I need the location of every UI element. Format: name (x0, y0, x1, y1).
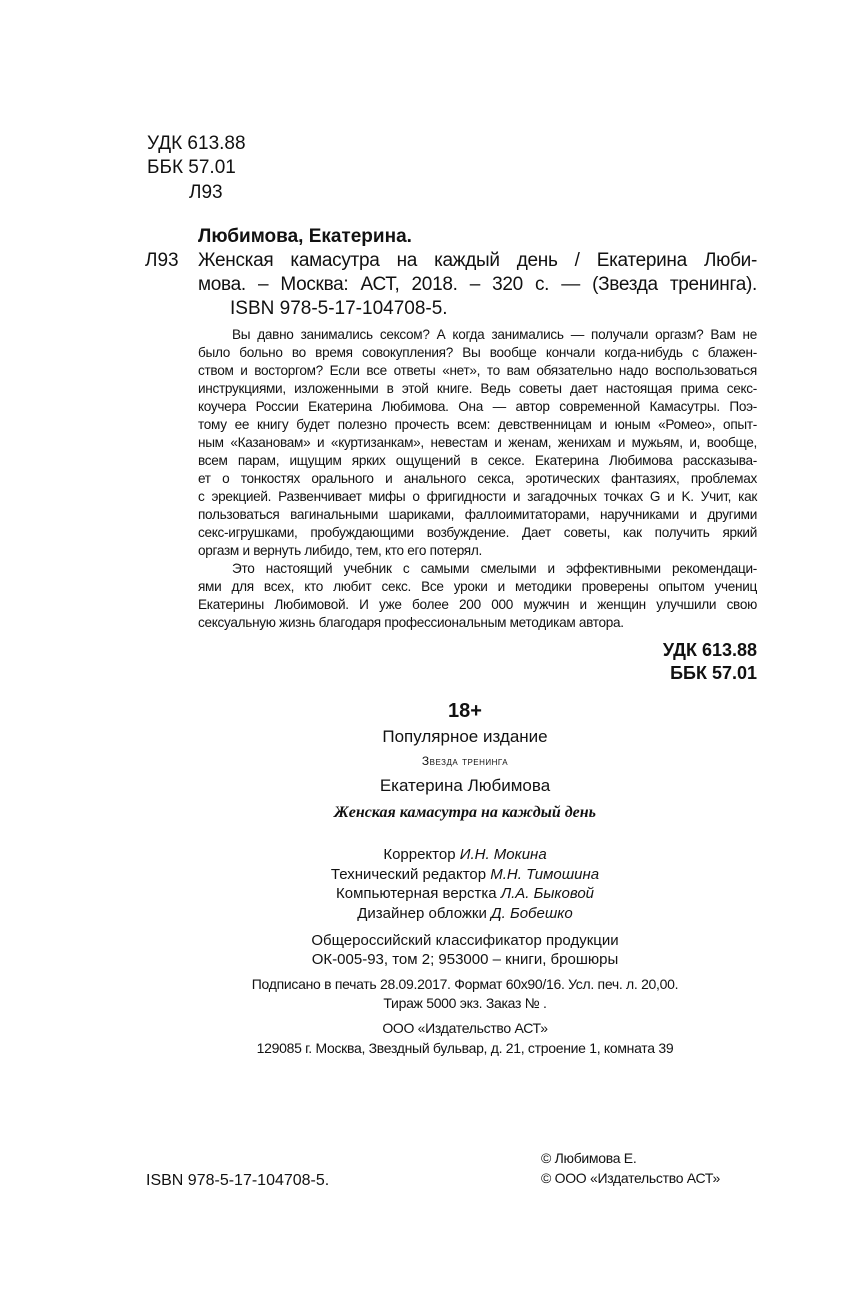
classifier-line: ОК-005-93, том 2; 953000 – книги, брошюры (311, 951, 619, 968)
abstract-line: ством и восторгом? Если все ответы «нет», то вам обязательно надо воспользоваться (198, 363, 757, 378)
bbk-code-right: ББК 57.01 (670, 663, 757, 683)
udk-code: УДК 613.88 (147, 133, 246, 154)
entry-mark: Л93 (145, 250, 179, 271)
print-info: Тираж 5000 экз. Заказ № . (383, 995, 547, 1011)
classifier-line: Общероссийский классификатор продукции (311, 932, 619, 949)
edition-type: Популярное издание (382, 727, 548, 746)
credit-line (0, 885, 844, 902)
abstract-line: коучера России Екатерина Любимова. Она — автор современной Камасутры. Поэ- (198, 399, 757, 414)
copyright-author: © Любимова Е. (541, 1150, 637, 1166)
bbk-code: ББК 57.01 (147, 157, 236, 178)
abstract-line: всем парам, ищущим ярких ощущений в сексе. Екатерина Любимова рассказыва- (198, 453, 757, 468)
abstract-line: было больно во время совокупления? Вы вообще кончали когда-нибудь с блажен- (198, 345, 757, 360)
entry-line: Женская камасутра на каждый день / Екатерина Люби- (198, 250, 757, 271)
credit-role: Компьютерная верстка (335, 885, 497, 902)
abstract-line: тому ее книгу будет полезно прочесть всем: девственницам и юным «Ромео», опыт- (198, 417, 757, 432)
credit-role: Корректор (383, 846, 456, 863)
credit-name: Д. Бобешко (491, 904, 573, 922)
entry-line: мова. – Москва: АСТ, 2018. – 320 с. — (Звезда тренинга). (198, 274, 757, 295)
print-info: Подписано в печать 28.09.2017. Формат 60x90/16. Усл. печ. л. 20,00. (251, 976, 679, 992)
abstract-line: Вы давно занимались сексом? А когда занимались — получали оргазм? Вам не (232, 327, 757, 342)
abstract-line: ет о тонкостях орального и анального секса, эротических фантазиях, проблемах (198, 471, 757, 486)
abstract-line: секс-игрушками, пробуждающими возбуждение. Дает советы, как получить яркий (198, 525, 757, 540)
entry-author: Любимова, Екатерина. (198, 226, 412, 247)
udk-code-right: УДК 613.88 (662, 640, 757, 660)
book-title: Женская камасутра на каждый день (334, 804, 596, 821)
age-rating: 18+ (448, 700, 482, 722)
abstract-line: инструкциями, изложенными в этой книге. Ведь советы дает настоящая прима секс- (198, 381, 757, 396)
book-author: Екатерина Любимова (379, 776, 551, 795)
abstract-line: пользоваться вагинальными шариками, фаллоимитаторами, наручниками и другими (198, 507, 757, 522)
author-mark: Л93 (189, 182, 223, 203)
credit-line (0, 905, 844, 922)
abstract-line: с эрекцией. Развенчивает мифы о фригидности и загадочных точках G и K. Учит, как (198, 489, 757, 504)
entry-isbn: ISBN 978-5-17-104708-5. (230, 298, 448, 319)
credit-line (0, 866, 844, 883)
credit-name: И.Н. Мокина (459, 846, 547, 863)
abstract-line: сексуальную жизнь благодаря профессиональным методикам автора. (198, 615, 624, 630)
publisher-name: ООО «Издательство АСТ» (382, 1020, 548, 1036)
credit-role: Технический редактор (330, 865, 487, 883)
abstract-line: ным «Казановам» и «куртизанкам», невестам и женам, женихам и мужьям, и, вообще, (198, 435, 757, 450)
publisher-address: 129085 г. Москва, Звездный бульвар, д. 21, строение 1, комната 39 (256, 1040, 674, 1056)
credit-line (0, 846, 844, 863)
abstract-line: Это настоящий учебник с самыми смелыми и эффективными рекомендаци- (232, 561, 757, 576)
credit-name: Л.А. Быковой (500, 885, 595, 902)
footer-isbn: ISBN 978-5-17-104708-5. (146, 1172, 330, 1189)
series-name: Звезда тренинга (421, 754, 509, 768)
credit-role: Дизайнер обложки (357, 904, 487, 922)
abstract-line: ями для всех, кто любит секс. Все уроки и методики проверены опытом учениц (198, 579, 757, 594)
credit-name: М.Н. Тимошина (490, 865, 600, 883)
copyright-publisher: © ООО «Издательство АСТ» (541, 1170, 720, 1186)
abstract-line: оргазм и вернуть либидо, тем, кто его потерял. (198, 543, 482, 558)
abstract-line: Екатерины Любимовой. И уже более 200 000 мужчин и женщин улучшили свою (198, 597, 757, 612)
